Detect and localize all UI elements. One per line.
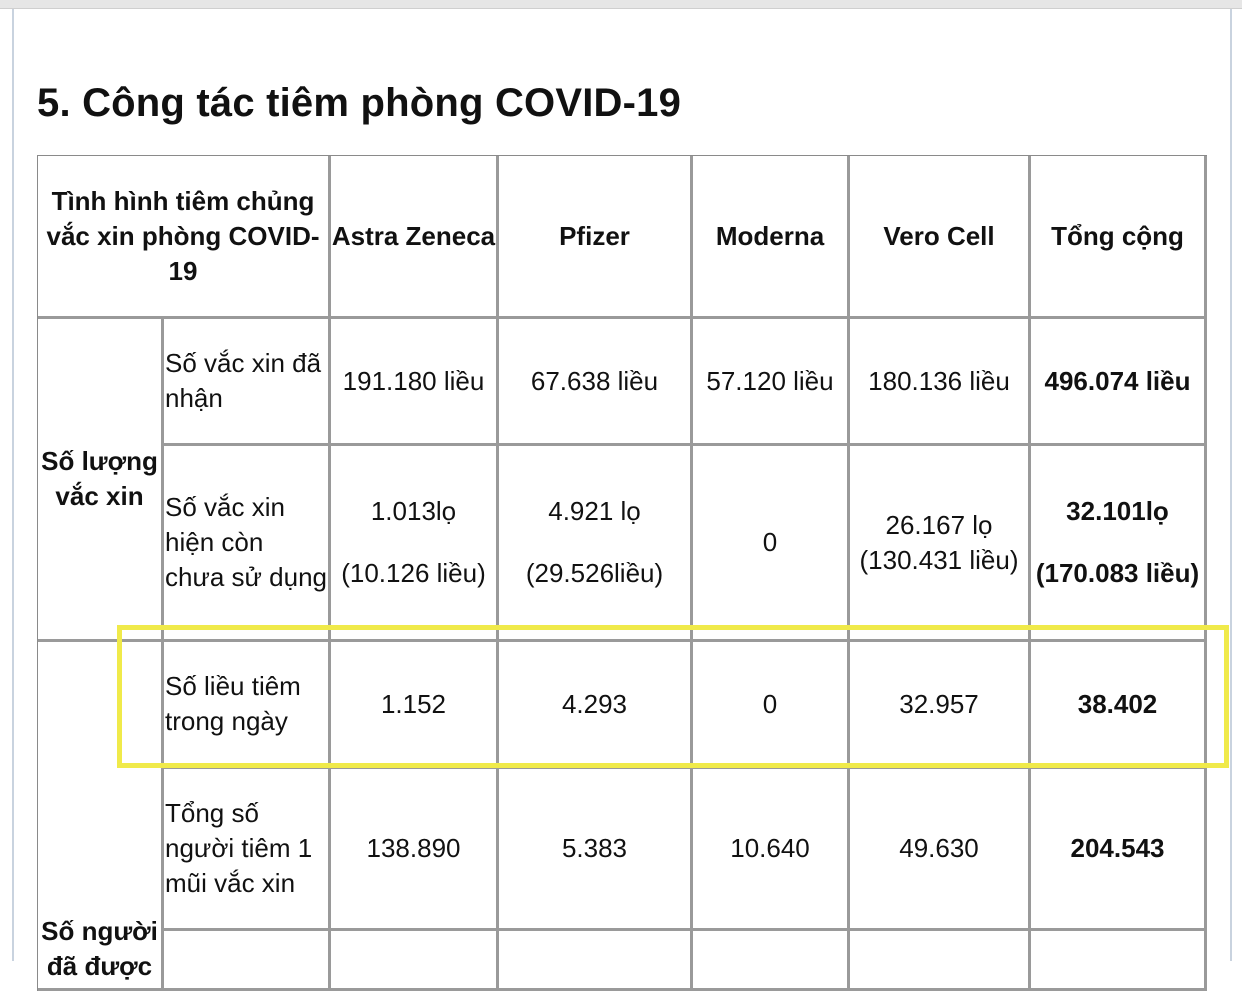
header-pfizer: Pfizer <box>499 156 693 319</box>
page-left-border <box>12 9 14 961</box>
row-today <box>38 642 1207 769</box>
row-next-partial <box>38 931 1207 991</box>
pfizer-doses: (29.526liều) <box>525 558 664 588</box>
cell-partial-total <box>1031 931 1207 991</box>
row-label-today: Số liều tiêm trong ngày <box>164 642 331 769</box>
header-vero: Vero Cell <box>850 156 1031 319</box>
header-astra: Astra Zeneca <box>331 156 499 319</box>
header-total: Tổng cộng <box>1031 156 1207 319</box>
cell-first-dose-pfizer: 5.383 <box>499 769 693 931</box>
row-label-remaining: Số vắc xin hiện còn chưa sử dụng <box>164 446 331 642</box>
header-row <box>38 156 1207 319</box>
cell-received-pfizer: 67.638 liều <box>499 319 693 446</box>
pfizer-vials: 4.921 lọ <box>548 496 641 526</box>
cell-first-dose-vero: 49.630 <box>850 769 1031 931</box>
cell-remaining-moderna: 0 <box>693 446 850 642</box>
total-doses: (170.083 liều) <box>1035 558 1200 588</box>
astra-doses: (10.126 liều) <box>341 558 486 588</box>
cell-remaining-total <box>1031 446 1207 642</box>
group-vaccine-quantity: Số lượng vắc xin <box>38 319 164 642</box>
row-label-received: Số vắc xin đã nhận <box>164 319 331 446</box>
cell-partial-label <box>164 931 331 991</box>
cell-received-astra: 191.180 liều <box>331 319 499 446</box>
group-people-vaccinated: Số người đã được <box>38 642 164 991</box>
cell-received-moderna: 57.120 liều <box>693 319 850 446</box>
header-status: Tình hình tiêm chủng vắc xin phòng COVID-19 <box>38 156 331 319</box>
cell-partial-vero <box>850 931 1031 991</box>
cell-received-total: 496.074 liều <box>1031 319 1207 446</box>
page-right-border <box>1230 9 1232 961</box>
cell-today-astra: 1.152 <box>331 642 499 769</box>
cell-first-dose-astra: 138.890 <box>331 769 499 931</box>
cell-first-dose-total: 204.543 <box>1031 769 1207 931</box>
window-top-bar <box>0 0 1242 9</box>
vaccination-table <box>37 155 1207 991</box>
cell-remaining-astra <box>331 446 499 642</box>
cell-first-dose-moderna: 10.640 <box>693 769 850 931</box>
total-vials: 32.101lọ <box>1066 496 1169 526</box>
cell-today-moderna: 0 <box>693 642 850 769</box>
row-received <box>38 319 1207 446</box>
cell-remaining-vero <box>850 446 1031 642</box>
vero-vials: 26.167 lọ <box>885 509 993 540</box>
row-remaining <box>38 446 1207 642</box>
header-moderna: Moderna <box>693 156 850 319</box>
cell-today-total: 38.402 <box>1031 642 1207 769</box>
cell-received-vero: 180.136 liều <box>850 319 1031 446</box>
row-label-first-dose: Tổng số người tiêm 1 mũi vắc xin <box>164 769 331 931</box>
cell-partial-pfizer <box>499 931 693 991</box>
section-title: 5. Công tác tiêm phòng COVID-19 <box>37 81 682 125</box>
cell-partial-astra <box>331 931 499 991</box>
cell-today-pfizer: 4.293 <box>499 642 693 769</box>
row-first-dose <box>38 769 1207 931</box>
cell-remaining-pfizer <box>499 446 693 642</box>
astra-vials: 1.013lọ <box>370 496 457 526</box>
cell-partial-moderna <box>693 931 850 991</box>
vero-doses: (130.431 liều) <box>859 544 1019 575</box>
cell-today-vero: 32.957 <box>850 642 1031 769</box>
